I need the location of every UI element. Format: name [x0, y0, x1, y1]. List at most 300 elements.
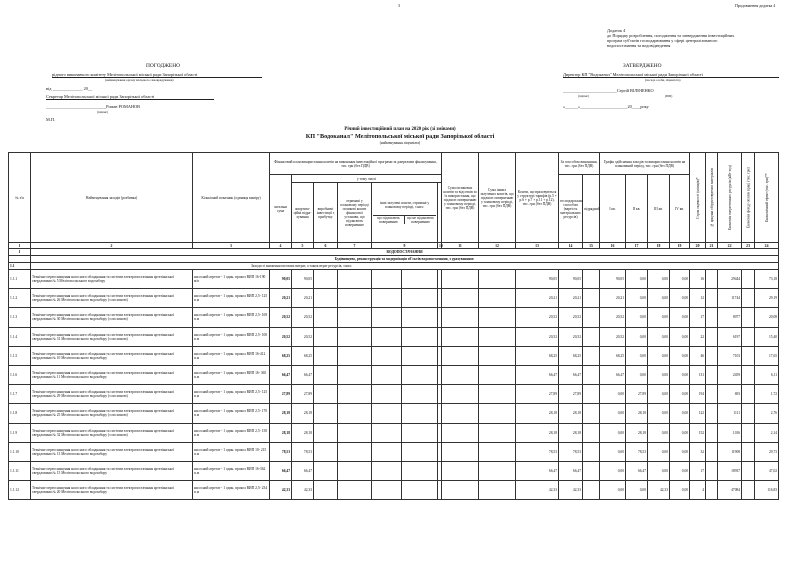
header-cell: у тому числі — [292, 175, 442, 183]
table-cell-c20: 194 — [690, 385, 706, 404]
table-cell-c19: 0,00 — [670, 308, 690, 327]
table-cell-c24: 2,14 — [755, 423, 779, 442]
table-cell-n: 1.1.9 — [9, 423, 31, 442]
table-cell-c22: 18937 — [718, 461, 742, 480]
table-row — [9, 481, 779, 500]
subsection-number — [9, 256, 31, 263]
appendix-note-line: програм суб'єктів господарювання у сфері централізованого — [607, 38, 718, 43]
table-cell-c15 — [583, 481, 600, 500]
column-number: 1 — [9, 243, 31, 249]
table-cell-c21 — [706, 270, 718, 289]
table-cell-c6 — [314, 481, 338, 500]
table-cell-c6 — [314, 270, 338, 289]
investment-plan-table — [8, 152, 779, 500]
table-cell-c19: 0,00 — [670, 346, 690, 365]
header-cell-text: інші залучені кошти, отримані у плановому періоді, з них: — [379, 201, 430, 209]
table-cell-c15 — [583, 385, 600, 404]
table-cell-c8 — [372, 346, 402, 365]
table-cell-c13: 28,18 — [516, 423, 559, 442]
table-cell-c20: 131 — [690, 365, 706, 384]
header-cell: № аркуша обґрунтовуючих матеріалів — [706, 153, 718, 243]
table-cell-c9 — [402, 404, 438, 423]
table-cell-c17: 66,47 — [626, 461, 648, 480]
table-cell-c23 — [742, 346, 755, 365]
table-cell-c14: 68,25 — [559, 346, 583, 365]
table-cell-qty: насосний агрегат - 1 один. прокол ВИП 2,5- 125 п.м — [193, 289, 270, 308]
table-cell-c9 — [402, 327, 438, 346]
company-title: КП "Водоканал" Мелітопольської міської ради Запорізької області — [305, 133, 495, 140]
table-cell-c21 — [706, 442, 718, 461]
table-cell-c4: 66,47 — [270, 365, 292, 384]
header-cell: виробничі інвестиції з прибутку — [314, 183, 338, 243]
table-cell-n: 1.1.7 — [9, 385, 31, 404]
table-cell-c20: 46 — [690, 346, 706, 365]
table-cell-c8 — [372, 404, 402, 423]
table-cell-c16: 0,00 — [600, 442, 626, 461]
table-cell-c21 — [706, 461, 718, 480]
table-cell-c20: 17 — [690, 461, 706, 480]
table-cell-c19: 0,00 — [670, 404, 690, 423]
table-cell-c7 — [338, 270, 372, 289]
table-cell-c22: 6197 — [718, 327, 742, 346]
table-cell-c17: 78,53 — [626, 442, 648, 461]
column-number: 21 — [706, 243, 718, 249]
table-cell-c23 — [742, 327, 755, 346]
approved-left-position: Секретар Мелітопольської міської ради Запорізької області — [46, 94, 214, 100]
table-cell-c22: 1016 — [718, 423, 742, 442]
table-cell-c24: 1,72 — [755, 385, 779, 404]
table-cell-c22: 2459 — [718, 365, 742, 384]
table-cell-c15 — [583, 327, 600, 346]
table-cell-c19: 0,00 — [670, 327, 690, 346]
table-cell-c18: 0,00 — [648, 327, 670, 346]
subsection-row — [9, 256, 779, 263]
table-cell-c5: 28,18 — [292, 423, 314, 442]
approved-left-date: від ______________ 20__ — [46, 86, 93, 91]
table-cell-c17: 27,89 — [626, 385, 648, 404]
table-cell-c12 — [479, 461, 516, 480]
column-number: 17 — [626, 243, 648, 249]
table-cell-c22: 693 — [718, 385, 742, 404]
table-cell-c4: 42,33 — [270, 481, 292, 500]
header-cell: амортиза-ційні відра-хування — [292, 183, 314, 243]
table-cell-c12 — [479, 365, 516, 384]
approved-left-heading: ПОГОДЖЕНО — [146, 63, 180, 69]
column-number: 3 — [193, 243, 270, 249]
table-cell-c17: 28,18 — [626, 423, 648, 442]
table-cell-qty: насосний агрегат - 1 один. прокол ВИП 2,5- 100 п.м — [193, 327, 270, 346]
table-cell-c24: 20,08 — [755, 308, 779, 327]
appendix-note-line: водопостачання та водовідведення — [607, 43, 671, 48]
table-cell-c22: 11744 — [718, 289, 742, 308]
table-cell-qty: насосний агрегат - 1 один. прокол ВИП 2,5- 169 п.м — [193, 308, 270, 327]
table-cell-c21 — [706, 385, 718, 404]
table-cell-c19: 0,00 — [670, 385, 690, 404]
table-cell-c18: 0,00 — [648, 423, 670, 442]
table-cell-c8 — [372, 461, 402, 480]
table-cell-c17: 28,18 — [626, 404, 648, 423]
table-cell-c4: 28,18 — [270, 404, 292, 423]
header-cell: Економічний ефект (тис. грн)** — [755, 153, 779, 243]
table-cell-c5: 28,18 — [292, 404, 314, 423]
table-cell-c23 — [742, 461, 755, 480]
header-cell: Кількісний показник (одиниця виміру) — [193, 153, 270, 243]
table-cell-qty: насосний агрегат - 1 один. прокол ВИП 16-412 п.м — [193, 346, 270, 365]
table-cell-c23 — [742, 423, 755, 442]
table-cell-c21 — [706, 327, 718, 346]
table-cell-c15 — [583, 404, 600, 423]
table-cell-c13: 66,47 — [516, 365, 559, 384]
company-title-note: (найменування ліцензіата) — [379, 141, 421, 145]
table-cell-c6 — [314, 461, 338, 480]
table-cell-c17: 0,00 — [626, 270, 648, 289]
table-cell-c14: 42,33 — [559, 481, 583, 500]
table-cell-c18: 0,00 — [648, 289, 670, 308]
table-cell-c20: 152 — [690, 423, 706, 442]
table-cell-c6 — [314, 442, 338, 461]
table-cell-c21 — [706, 308, 718, 327]
table-cell-c8 — [372, 270, 402, 289]
table-cell-qty: насосний агрегат - 1 один. прокол ВИП 10- 215 п.м — [193, 442, 270, 461]
table-cell-c9 — [402, 423, 438, 442]
table-cell-c12 — [479, 442, 516, 461]
table-cell-c14: 20,52 — [559, 308, 583, 327]
table-cell-c8 — [372, 365, 402, 384]
table-cell-c11 — [442, 308, 479, 327]
table-cell-c15 — [583, 365, 600, 384]
approved-left-org: рідного виконавчого комітету Мелітопольської міської ради Запорізької області — [52, 72, 262, 78]
table-cell-n: 1.1.8 — [9, 404, 31, 423]
column-number: 16 — [600, 243, 626, 249]
table-cell-c14: 20,52 — [559, 327, 583, 346]
table-cell-c18: 0,00 — [648, 461, 670, 480]
table-cell-c18: 0,00 — [648, 346, 670, 365]
table-cell-c12 — [479, 423, 516, 442]
table-cell-c9 — [402, 481, 438, 500]
table-cell-c15 — [583, 461, 600, 480]
table-cell-c11 — [442, 270, 479, 289]
table-cell-c21 — [706, 404, 718, 423]
table-cell-c23 — [742, 308, 755, 327]
table-cell-c19: 0,00 — [670, 461, 690, 480]
header-cell-text: що не підлягають поверненню — [407, 216, 434, 224]
group-number: 1.1 — [9, 263, 31, 270]
approved-left-signature: ____________________________Роман РОМАНОВ — [46, 104, 141, 109]
table-row — [9, 365, 779, 384]
table-cell-c11 — [442, 442, 479, 461]
table-cell-c13: 20,52 — [516, 308, 559, 327]
column-number: 2 — [31, 243, 193, 249]
table-cell-c21 — [706, 346, 718, 365]
column-number: 12 — [479, 243, 516, 249]
table-cell-c9 — [402, 270, 438, 289]
table-cell-c13: 68,25 — [516, 346, 559, 365]
table-cell-name: Технічне переоснащення насосного обладнання та системи електропостачання артезіанської свердловини № 32 Мелітопольського водозабору (з поcилкою) — [31, 423, 193, 442]
approved-right-signature-note: (підпис) — [578, 94, 590, 98]
table-cell-c4: 28,18 — [270, 423, 292, 442]
table-cell-c20: 122 — [690, 404, 706, 423]
table-cell-c11 — [442, 423, 479, 442]
table-cell-c7 — [338, 423, 372, 442]
table-cell-c11 — [442, 481, 479, 500]
stamp-placeholder: М.П. — [46, 117, 56, 122]
table-cell-c24: 116,83 — [755, 481, 779, 500]
header-cell: Сума позикових коштів та відсотків за їх використання, що підлягає поверненню у плановому періоді, тис. грн (без ПДВ) — [442, 153, 479, 243]
table-cell-c24: 29,73 — [755, 442, 779, 461]
table-cell-c12 — [479, 481, 516, 500]
header-cell: загальна сума — [270, 175, 292, 243]
table-cell-c15 — [583, 423, 600, 442]
table-cell-c20: 22 — [690, 327, 706, 346]
table-cell-c16: 20,52 — [600, 327, 626, 346]
table-cell-c13: 27,89 — [516, 385, 559, 404]
table-cell-c7 — [338, 365, 372, 384]
appendix-note-line: до Порядку розроблення, погодження та затвердження інвестиційних — [607, 33, 735, 38]
table-cell-c12 — [479, 327, 516, 346]
table-cell-c19: 0,00 — [670, 289, 690, 308]
plan-title: Річний інвестиційний план на 2020 рік (зі змінами) — [344, 127, 456, 132]
table-row — [9, 385, 779, 404]
table-cell-c7 — [338, 481, 372, 500]
table-cell-c12 — [479, 308, 516, 327]
table-cell-c14: 66,47 — [559, 461, 583, 480]
table-cell-c13: 20,52 — [516, 327, 559, 346]
table-cell-c12 — [479, 270, 516, 289]
table-cell-n: 1.1.1 — [9, 270, 31, 289]
table-cell-c23 — [742, 385, 755, 404]
table-cell-c19: 0,00 — [670, 270, 690, 289]
table-cell-c8 — [372, 481, 402, 500]
table-cell-c20: 17 — [690, 308, 706, 327]
table-cell-c19: 0,00 — [670, 442, 690, 461]
table-cell-c21 — [706, 423, 718, 442]
table-cell-c4: 20,52 — [270, 308, 292, 327]
column-number: 20 — [690, 243, 706, 249]
table-cell-n: 1.1.2 — [9, 289, 31, 308]
table-cell-c9 — [402, 346, 438, 365]
table-cell-c9 — [402, 442, 438, 461]
table-cell-qty: насосний агрегат - 1 один. прокол ВИП 2,5- 150 п.м — [193, 423, 270, 442]
section-number: І — [9, 249, 31, 256]
table-cell-c23 — [742, 365, 755, 384]
table-cell-c7 — [338, 442, 372, 461]
header-cell: Економія фонду оплати праці (тис. грн) — [742, 153, 755, 243]
table-cell-c13: 66,47 — [516, 461, 559, 480]
table-cell-c8 — [372, 442, 402, 461]
column-number: 19 — [670, 243, 690, 249]
header-cell: I кв. — [600, 175, 626, 243]
header-cell — [438, 183, 442, 243]
table-cell-c19: 0,00 — [670, 423, 690, 442]
table-cell-c24: 15,40 — [755, 327, 779, 346]
table-cell-c7 — [338, 327, 372, 346]
table-cell-qty: насосний агрегат - 1 один. прокол ВИП 2,5- 170 п.м — [193, 404, 270, 423]
table-cell-c18: 0,00 — [648, 442, 670, 461]
approved-right-name-note: (ПІБ) — [665, 94, 673, 98]
table-cell-c13: 20,21 — [516, 289, 559, 308]
table-cell-c15 — [583, 270, 600, 289]
table-cell-c16: 0,00 — [600, 461, 626, 480]
table-cell-c16: 68,25 — [600, 346, 626, 365]
table-cell-c14: 28,18 — [559, 404, 583, 423]
table-cell-c14: 66,47 — [559, 365, 583, 384]
table-cell-c7 — [338, 385, 372, 404]
header-cell: № з/п — [9, 153, 31, 243]
table-cell-c18: 0,00 — [648, 365, 670, 384]
table-row — [9, 423, 779, 442]
table-cell-c6 — [314, 346, 338, 365]
table-cell-c22: 1111 — [718, 404, 742, 423]
header-cell: II кв. — [626, 175, 648, 243]
header-cell: Графік здійснення заходів та використання коштів на планований період, тис. грн (без ПДВ) — [600, 153, 690, 175]
table-cell-c19: 0,00 — [670, 365, 690, 384]
column-number: 23 — [742, 243, 755, 249]
table-row — [9, 289, 779, 308]
group-title: Заходи зі зниження питомих витрат, а також втрат ресурсів, з них: — [31, 263, 779, 270]
table-cell-n: 1.1.12 — [9, 481, 31, 500]
table-cell-name: Технічне переоснащення насосного обладнання та системи електропостачання артезіанської свердловини № 10 Мелітопольського водозабору — [31, 346, 193, 365]
table-cell-c22: 47084 — [718, 481, 742, 500]
table-row — [9, 327, 779, 346]
table-cell-c24: 2,76 — [755, 404, 779, 423]
table-cell-c22: 7103 — [718, 346, 742, 365]
table-cell-c7 — [338, 308, 372, 327]
approved-right-signature: _________________________Сергій ВІЛЬЧЕНКО — [563, 88, 654, 93]
table-cell-c6 — [314, 289, 338, 308]
header-cell: отримані у плановому періоді позикові кошти фінансової установи, що підлягають поверненню — [338, 183, 372, 243]
table-cell-n: 1.1.10 — [9, 442, 31, 461]
table-cell-name: Технічне переоснащення насосного обладнання та системи електропостачання артезіанської свердловини № 15 Мелітопольського водозабору — [31, 461, 193, 480]
table-cell-c16: 20,21 — [600, 289, 626, 308]
table-cell-c24: 73,18 — [755, 270, 779, 289]
table-cell-c6 — [314, 327, 338, 346]
column-number: 6 — [314, 243, 338, 249]
table-cell-c18: 0,00 — [648, 308, 670, 327]
table-cell-c4: 90,05 — [270, 270, 292, 289]
table-cell-c17: 0,00 — [626, 308, 648, 327]
table-cell-c21 — [706, 481, 718, 500]
table-cell-n: 1.1.5 — [9, 346, 31, 365]
table-cell-c6 — [314, 365, 338, 384]
table-cell-c8 — [372, 327, 402, 346]
header-cell: Найменування заходів (розбивка) — [31, 153, 193, 243]
subsection-title: Будівництво, реконструкція та модернізація об'єктів водопостачання, з урахуванням: — [31, 256, 779, 263]
table-cell-c23 — [742, 404, 755, 423]
table-row — [9, 404, 779, 423]
table-cell-c16: 0,00 — [600, 481, 626, 500]
table-cell-c20: 4 — [690, 481, 706, 500]
table-cell-c8 — [372, 289, 402, 308]
table-cell-c15 — [583, 442, 600, 461]
header-cell: Кошти, що враховуються у структурі тарифів (р.5 + р.6 + р.7 + р.11 + р.12), тис. грн (без ПДВ) — [516, 153, 559, 243]
table-cell-c24: 6,11 — [755, 365, 779, 384]
approved-right-heading: ЗАТВЕРДЖЕНО — [623, 63, 662, 69]
table-rows — [9, 270, 779, 500]
approved-right-date: «______»______________________20____року — [563, 104, 649, 109]
header-cell: підрядний — [583, 175, 600, 243]
table-cell-name: Технічне переоснащення насосного обладнання та системи електропостачання артезіанської свердловини № 26 Мелітопольського водозабору (з поcилкою) — [31, 289, 193, 308]
table-cell-c5: 66,47 — [292, 365, 314, 384]
table-cell-c13: 90,05 — [516, 270, 559, 289]
table-cell-c23 — [742, 481, 755, 500]
header-cell: Сума інших залучених коштів, що підлягає поверненню у плановому періоді, тис. грн (без ПДВ) — [479, 153, 516, 243]
table-cell-c11 — [442, 385, 479, 404]
table-cell-c14: 27,89 — [559, 385, 583, 404]
approved-left-signature-note: (підпис) — [97, 110, 109, 114]
table-row — [9, 270, 779, 289]
table-cell-c17: 0,00 — [626, 327, 648, 346]
table-cell-name: Технічне переоснащення насосного обладнання та системи електропостачання артезіанської свердловини № 13 Мелітопольського водозабору — [31, 442, 193, 461]
table-cell-c24: 29,19 — [755, 289, 779, 308]
column-number: 7 — [338, 243, 372, 249]
table-cell-c5: 78,53 — [292, 442, 314, 461]
table-cell-c7 — [338, 289, 372, 308]
table-cell-c5: 27,89 — [292, 385, 314, 404]
header-cell-text: що підлягають поверненню — [373, 216, 405, 224]
table-cell-c15 — [583, 308, 600, 327]
header-cell: Економія енергетичних ресурсів (кВт·год) — [718, 153, 742, 243]
column-number: 10 — [439, 243, 443, 248]
table-cell-name: Технічне переоснащення насосного обладнання та системи електропостачання артезіанської свердловини № 25 Мелітопольського водозабору (з поcилкою) — [31, 404, 193, 423]
table-cell-c9 — [402, 385, 438, 404]
table-cell-c9 — [402, 289, 438, 308]
column-number: 13 — [516, 243, 559, 249]
table-cell-c4: 66,47 — [270, 461, 292, 480]
table-cell-c14: 20,21 — [559, 289, 583, 308]
table-cell-c7 — [338, 346, 372, 365]
table-row — [9, 308, 779, 327]
table-cell-c12 — [479, 289, 516, 308]
table-cell-c4: 78,53 — [270, 442, 292, 461]
table-cell-c18: 0,00 — [648, 270, 670, 289]
table-cell-qty: насосний агрегат - 1 один. прокол ВИП 2,5- 125 п.м — [193, 385, 270, 404]
table-cell-c13: 78,53 — [516, 442, 559, 461]
table-cell-c23 — [742, 442, 755, 461]
column-number: 22 — [718, 243, 742, 249]
table-cell-c16: 0,00 — [600, 423, 626, 442]
table-cell-c24: 17,65 — [755, 346, 779, 365]
column-number: 14 — [559, 243, 583, 249]
table-cell-c15 — [583, 289, 600, 308]
table-cell-c16: 0,00 — [600, 385, 626, 404]
table-cell-c6 — [314, 423, 338, 442]
table-cell-c8 — [372, 385, 402, 404]
table-cell-c6 — [314, 385, 338, 404]
table-cell-c23 — [742, 289, 755, 308]
table-cell-c4: 27,89 — [270, 385, 292, 404]
table-cell-n: 1.1.3 — [9, 308, 31, 327]
table-cell-c5: 20,52 — [292, 327, 314, 346]
table-cell-c9 — [402, 461, 438, 480]
header-cell: За способом виконання, тис. грн (без ПДВ) — [559, 153, 600, 175]
table-cell-qty: насосний агрегат - 1 один. прокол ВИП 16-362 п.м — [193, 461, 270, 480]
table-cell-c4: 20,21 — [270, 289, 292, 308]
header-cell: Фінансовий план використання коштів на виконання інвестиційної програми за джерелами фінансування, тис. грн (без ПДВ) — [270, 153, 442, 175]
table-cell-c20: 12 — [690, 289, 706, 308]
approved-right-position-note: (посада особи, ліцензіата) — [645, 78, 681, 82]
table-cell-c16: 90,05 — [600, 270, 626, 289]
table-cell-name: Технічне переоснащення насосного обладнання та системи електропостачання артезіанської свердловини № 30 Мелітопольського водозабору (з поcилкою) — [31, 308, 193, 327]
table-cell-c12 — [479, 385, 516, 404]
table-cell-name: Технічне переоснащення насосного обладнання та системи електропостачання артезіанської свердловини № 29 Мелітопольського водозабору (з поcилкою) — [31, 385, 193, 404]
table-cell-c23 — [742, 270, 755, 289]
page-number: 3 — [398, 3, 400, 8]
table-cell-c11 — [442, 346, 479, 365]
table-cell-c11 — [442, 404, 479, 423]
table-cell-c18: 42,33 — [648, 481, 670, 500]
column-number: 18 — [648, 243, 670, 249]
table-cell-c9 — [402, 365, 438, 384]
